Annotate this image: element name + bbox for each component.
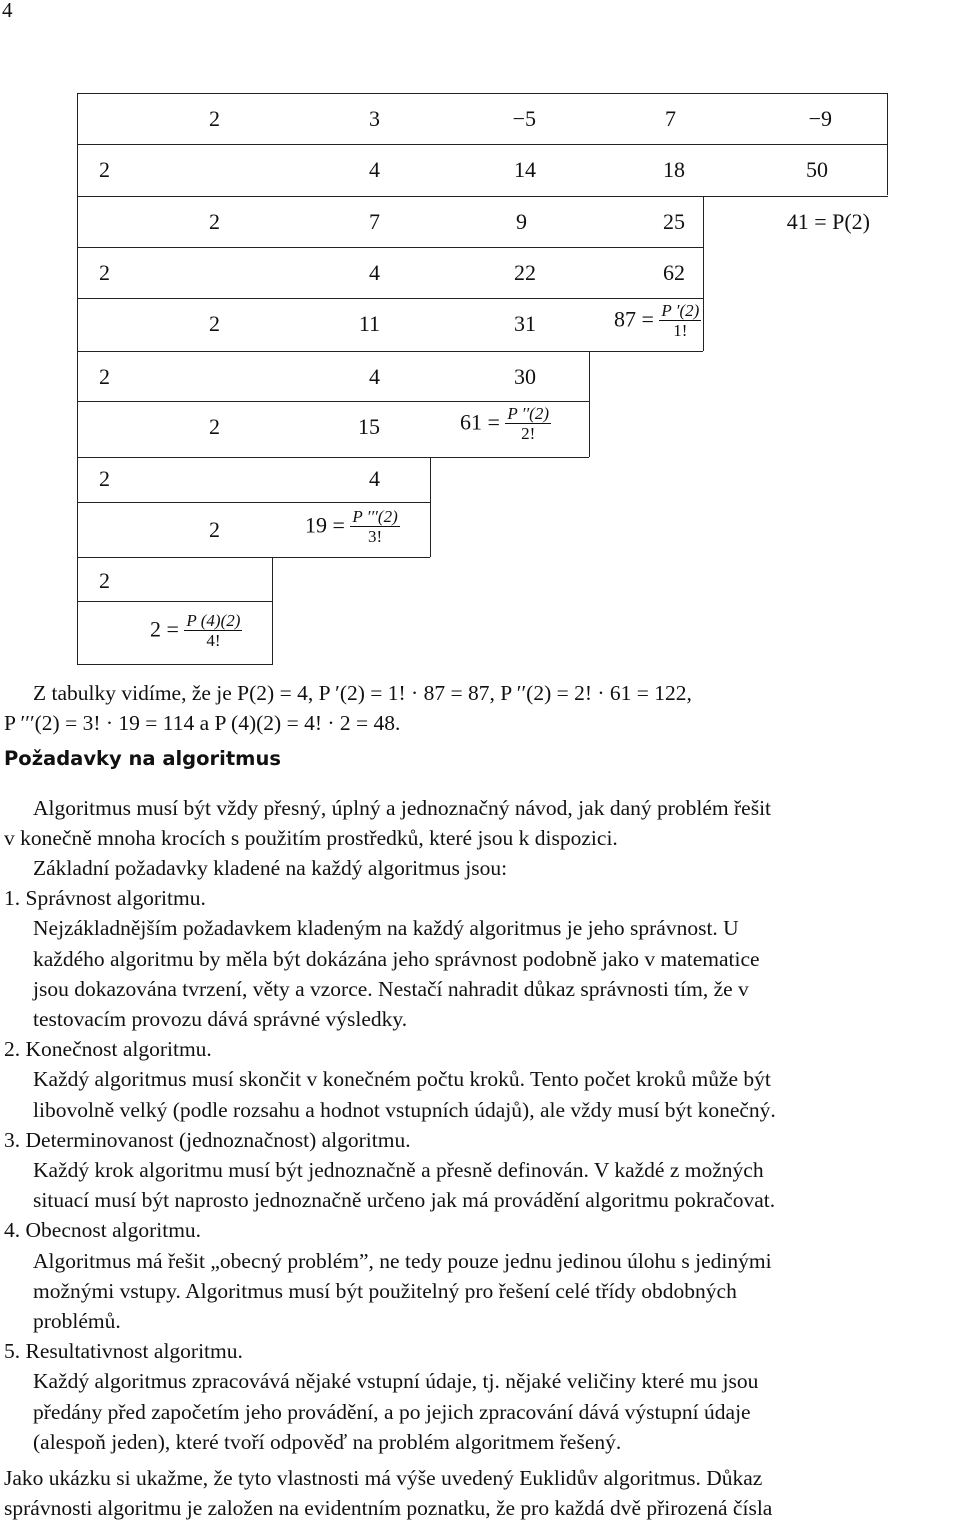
table-divider-v (703, 196, 704, 247)
equation-lhs: 2 = (150, 616, 179, 642)
fraction (659, 302, 701, 341)
body-text (4, 678, 956, 1523)
table-cell: 2 (209, 209, 220, 234)
table-divider (77, 502, 430, 503)
list-item-line: Každý krok algoritmu musí být jednoznačně a přesně definován. V každé z možných (33, 1158, 764, 1183)
paragraph-line: správnosti algoritmu je založen na evidentním poznatku, že pro každá dvě přirozená čísla (4, 1496, 773, 1521)
table-cell: 2 (209, 106, 220, 131)
table-cell: −9 (808, 106, 832, 131)
fraction-denominator: 4! (206, 631, 221, 650)
equation-lhs: 87 = (614, 306, 654, 332)
fraction-denominator: 2! (521, 424, 536, 443)
equation-lhs: 19 = (305, 512, 345, 538)
table-divider (77, 144, 888, 145)
list-item-line: libovolně velký (podle rozsahu a hodnot vstupních údajů), ale vždy musí být konečný. (33, 1097, 776, 1122)
fraction-numerator: P ′′(2) (507, 404, 550, 423)
fraction-cell (614, 302, 701, 341)
table-cell: 2 (99, 260, 110, 285)
table-divider-v (589, 351, 590, 457)
table-cell: 7 (665, 106, 676, 131)
fraction-numerator: P ′(2) (661, 301, 700, 320)
table-cell: 25 (663, 209, 685, 234)
table-divider (77, 351, 703, 352)
table-divider (77, 601, 272, 602)
table-cell: 30 (514, 364, 536, 389)
paragraph-line: v konečně mnoha krocích s použitím prostředků, které jsou k dispozici. (4, 825, 618, 850)
fraction-denominator: 1! (673, 321, 688, 340)
equation-lhs: 61 = (460, 409, 500, 435)
list-item-line: situací musí být naprosto jednoznačně určeno jak má provádění algoritmu pokračovat. (33, 1188, 776, 1213)
table-cell: 14 (514, 157, 536, 182)
list-item-line: (alespoň jeden), které tvoří odpověď na problém algoritmem řešený. (33, 1429, 622, 1454)
fraction-cell (460, 405, 551, 444)
list-item-title: 3. Determinovanost (jednoznačnost) algoritmu. (4, 1127, 411, 1152)
table-divider (77, 196, 888, 197)
list-item-line: Každý algoritmus musí skončit v konečném počtu kroků. Tento počet kroků může být (33, 1067, 771, 1092)
table-divider-v (703, 247, 704, 351)
list-item-title: 2. Konečnost algoritmu. (4, 1037, 212, 1062)
table-divider-v (430, 457, 431, 557)
list-item-line: předány před započetím jeho provádění, a po jejich zpracování dává výstupní údaje (33, 1399, 751, 1424)
fraction (505, 405, 551, 444)
table-cell: 15 (358, 414, 380, 439)
table-cell: 2 (209, 517, 220, 542)
page-number: 4 (2, 0, 13, 22)
paragraph-line: Základní požadavky kladené na každý algoritmus jsou: (33, 856, 508, 881)
list-item-title: 1. Správnost algoritmu. (4, 886, 206, 911)
table-divider (77, 457, 589, 458)
list-item-title: 5. Resultativnost algoritmu. (4, 1339, 243, 1364)
table-divider (77, 247, 703, 248)
table-divider (77, 557, 430, 558)
list-item-line: Každý algoritmus zpracovává nějaké vstupní údaje, tj. nějaké veličiny které mu jsou (33, 1369, 759, 1394)
table-divider (77, 298, 703, 299)
list-item-line: jsou dokazována tvrzení, věty a vzorce. Nestačí nahradit důkaz správnosti tím, že v (33, 976, 749, 1001)
fraction-numerator: P (4)(2) (186, 611, 241, 630)
table-cell: 2 (99, 568, 110, 593)
table-cell: 4 (369, 157, 380, 182)
table-top-border (77, 93, 888, 94)
fraction (184, 612, 242, 651)
table-cell: 31 (514, 311, 536, 336)
table-cell: 11 (358, 311, 380, 336)
list-item-line: problémů. (33, 1309, 121, 1334)
table-cell: 7 (369, 209, 380, 234)
table-cell: 3 (369, 106, 380, 131)
conclusion-line: Z tabulky vidíme, že je P(2) = 4, P ′(2) = 1! · 87 = 87, P ′′(2) = 2! · 61 = 122, (33, 681, 692, 705)
table-cell: 18 (663, 157, 685, 182)
list-item-line: Algoritmus má řešit „obecný problém”, ne tedy pouze jednu jedinou úlohu s jedinými (33, 1248, 772, 1273)
table-cell: −5 (512, 106, 536, 131)
table-cell: 50 (806, 157, 828, 182)
list-item-line: možnými vstupy. Algoritmus musí být použitelný pro řešení celé třídy obdobných (33, 1278, 737, 1303)
fraction-cell (150, 612, 242, 651)
fraction (350, 508, 399, 547)
table-cell: 2 (99, 157, 110, 182)
section-heading: Požadavky na algoritmus (4, 747, 281, 771)
list-item-line: Nejzákladnějším požadavkem kladeným na každý algoritmus je jeho správnost. U (33, 916, 739, 941)
fraction-cell (305, 508, 400, 547)
table-cell: 2 (209, 414, 220, 439)
table-cell: 4 (369, 466, 380, 491)
table-cell: 4 (369, 364, 380, 389)
list-item-line: testovacím provozu dává správné výsledky. (33, 1007, 408, 1032)
table-cell: 2 (99, 364, 110, 389)
paragraph-line: Jako ukázku si ukažme, že tyto vlastnosti má výše uvedený Euklidův algoritmus. Důkaz (4, 1466, 763, 1491)
list-item-line: každého algoritmu by měla být dokázána jeho správnost podobně jako v matematice (33, 946, 760, 971)
table-cell: 41 = P(2) (786, 209, 870, 234)
table-cell: 2 (209, 311, 220, 336)
paragraph-line: Algoritmus musí být vždy přesný, úplný a jednoznačný návod, jak daný problém řešit (33, 795, 772, 820)
list-item-title: 4. Obecnost algoritmu. (4, 1218, 202, 1243)
table-cell: 2 (99, 466, 110, 491)
table-divider (77, 664, 272, 665)
fraction-denominator: 3! (367, 527, 383, 546)
table-cell: 62 (663, 260, 685, 285)
table-divider (77, 401, 589, 402)
table-cell: 22 (514, 260, 536, 285)
table-cell: 9 (516, 209, 527, 234)
table-divider-v (272, 557, 273, 665)
fraction-numerator: P ′′′(2) (352, 507, 398, 526)
conclusion-line: P ′′′(2) = 3! · 19 = 114 a P (4)(2) = 4! · 2 = 48. (4, 711, 401, 736)
table-cell: 4 (369, 260, 380, 285)
